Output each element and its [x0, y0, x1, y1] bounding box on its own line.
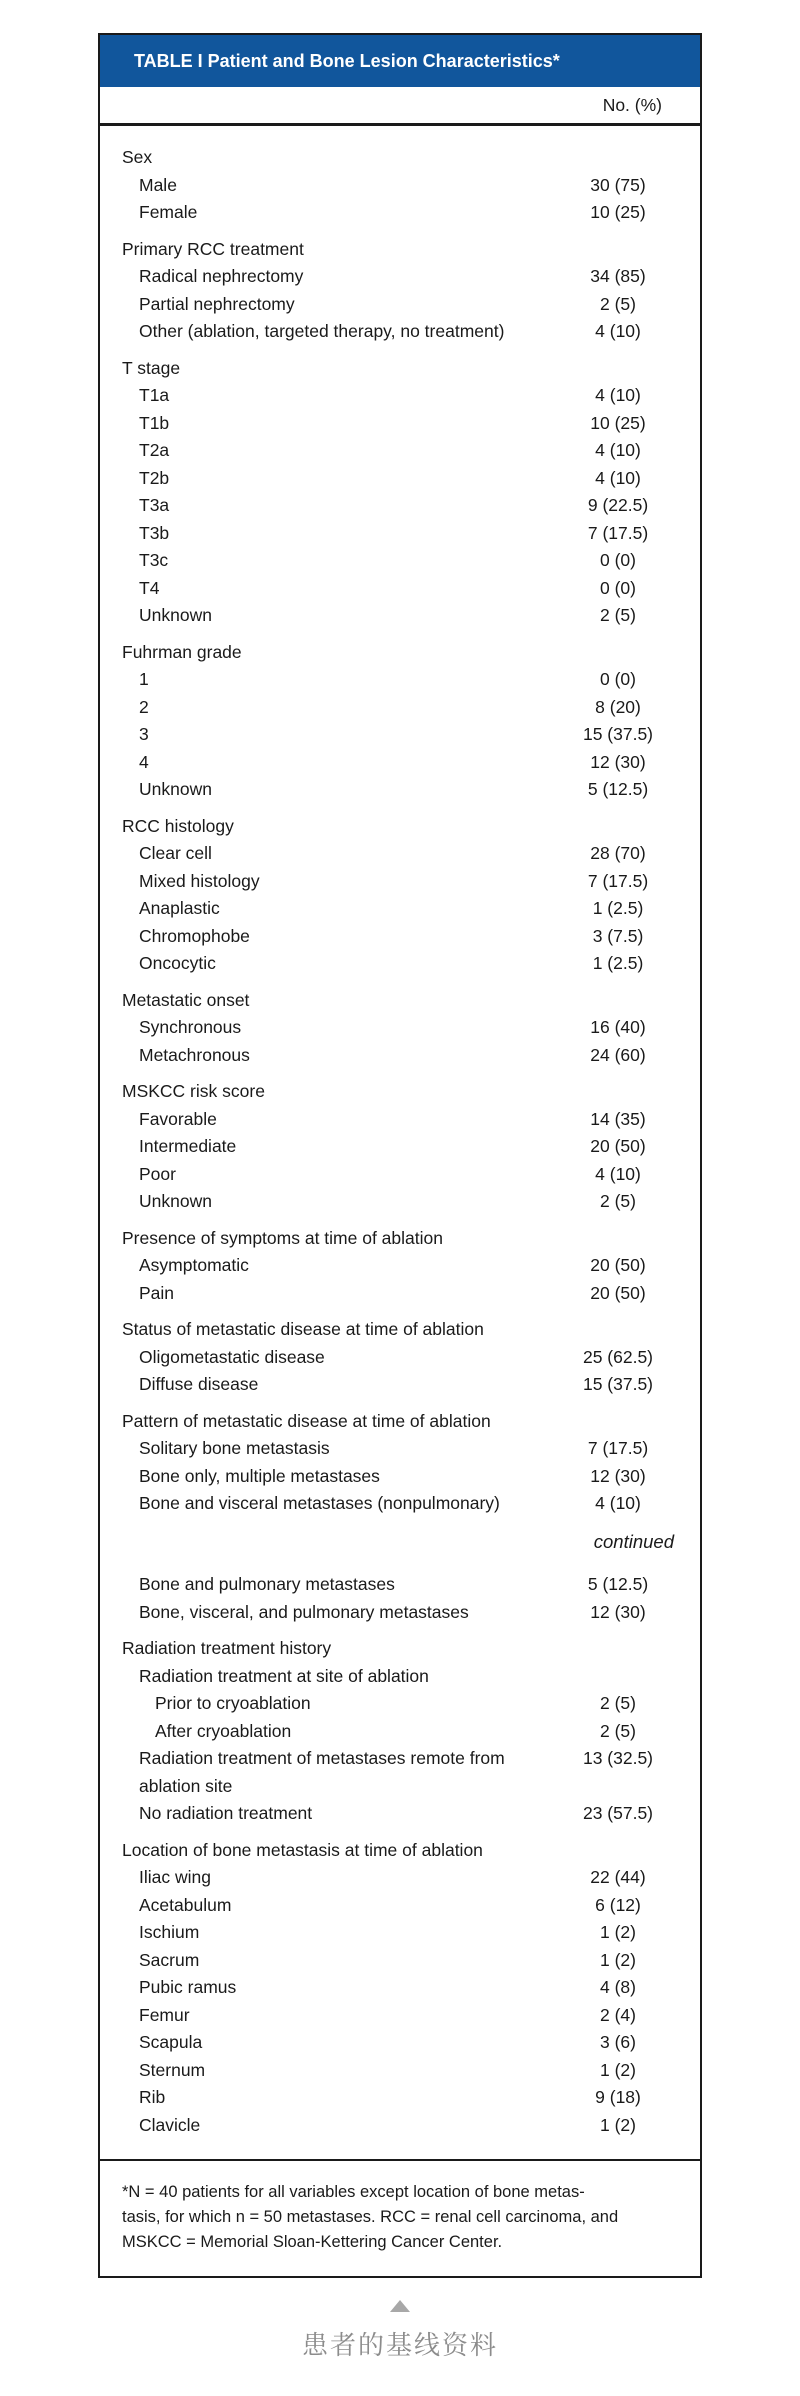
- table-row: [100, 1463, 700, 1491]
- table-row: [100, 694, 700, 722]
- row-label: Rib: [139, 2087, 166, 2107]
- figure-caption: [0, 2300, 800, 2362]
- row-value: 1 (2): [600, 2114, 636, 2135]
- row-value: 5 (12.5): [587, 1574, 649, 1594]
- table-row: [100, 1316, 700, 1344]
- table-row: [100, 1571, 700, 1599]
- table-row: [100, 1690, 700, 1718]
- row-label: RCC histology: [122, 815, 234, 836]
- row-label: Asymptomatic: [139, 1255, 249, 1275]
- row-value: 13 (32.5): [582, 1748, 654, 1768]
- row-value: 0 (0): [600, 669, 636, 689]
- row-value: 4 (10): [595, 467, 641, 488]
- row-label: Unknown: [139, 1191, 212, 1211]
- row-label: Ischium: [139, 1922, 200, 1942]
- table-row: [100, 666, 700, 694]
- table-row: [100, 2112, 700, 2140]
- table-row: [100, 437, 700, 465]
- table-row: [100, 2084, 700, 2112]
- table-row: [100, 1745, 700, 1800]
- row-value: 20 (50): [590, 1136, 646, 1156]
- row-value: 25 (62.5): [582, 1346, 654, 1367]
- row-value: 12 (30): [590, 751, 646, 772]
- row-value: 2 (4): [600, 2004, 636, 2025]
- table-row: [100, 1252, 700, 1280]
- row-label: Bone and pulmonary metastases: [139, 1574, 395, 1594]
- table-row: [100, 1947, 700, 1975]
- row-value: 5 (12.5): [587, 779, 649, 799]
- row-value: 20 (50): [590, 1282, 646, 1303]
- row-label: 2: [139, 696, 149, 717]
- table-row: [100, 144, 700, 172]
- row-value: 1 (2): [600, 2059, 636, 2080]
- continued-marker: continued: [593, 1530, 674, 1552]
- row-label: Poor: [139, 1163, 176, 1184]
- row-value: 2 (5): [600, 293, 636, 314]
- table-row: [100, 1837, 700, 1865]
- table-row: [100, 1014, 700, 1042]
- table-row: [100, 1280, 700, 1308]
- table-row: [100, 1133, 700, 1161]
- table-row: [100, 639, 700, 667]
- table-row: [100, 1663, 700, 1691]
- row-value: 16 (40): [590, 1017, 646, 1037]
- row-label: Solitary bone metastasis: [139, 1438, 330, 1458]
- row-label: T1a: [139, 385, 170, 405]
- row-label: Femur: [139, 2004, 190, 2025]
- characteristics-table: [98, 33, 702, 2278]
- row-value: 4 (10): [595, 385, 641, 405]
- table-row: [100, 492, 700, 520]
- row-label: 3: [139, 724, 149, 744]
- row-value: 7 (17.5): [587, 870, 649, 891]
- row-value: 6 (12): [595, 1894, 641, 1915]
- footnote-line: *N = 40 patients for all variables except location of bone metas-: [122, 2183, 585, 2201]
- row-label: Radiation treatment history: [122, 1638, 332, 1658]
- row-label: Status of metastatic disease at time of ablation: [122, 1319, 484, 1339]
- table-body: [100, 126, 700, 2159]
- table-row: [100, 776, 700, 804]
- row-label: Sacrum: [139, 1949, 200, 1970]
- row-value: 3 (6): [600, 2032, 636, 2052]
- row-value: 20 (50): [590, 1255, 646, 1275]
- table-row: [100, 1635, 700, 1663]
- row-label: Prior to cryoablation: [155, 1693, 311, 1713]
- row-value: 9 (18): [595, 2087, 641, 2107]
- row-label: Radiation treatment of metastases remote from ablation site: [139, 1748, 505, 1796]
- table-row: [100, 2002, 700, 2030]
- row-value: 4 (10): [595, 321, 641, 341]
- table-row: [100, 1435, 700, 1463]
- table-row: [100, 749, 700, 777]
- row-value: 2 (5): [600, 1720, 636, 1741]
- column-header-no-pct: No. (%): [602, 95, 662, 115]
- table-row: [100, 868, 700, 896]
- row-value: 2 (5): [600, 605, 636, 625]
- table-row: [100, 1225, 700, 1253]
- row-label: Radiation treatment at site of ablation: [139, 1665, 429, 1686]
- row-value: 14 (35): [590, 1108, 646, 1129]
- row-label: Intermediate: [139, 1136, 237, 1156]
- row-value: 0 (0): [600, 577, 636, 598]
- row-value: 10 (25): [590, 412, 646, 433]
- row-label: 4: [139, 751, 149, 772]
- table-row: [100, 895, 700, 923]
- row-label: Presence of symptoms at time of ablation: [122, 1227, 443, 1248]
- row-value: 22 (44): [590, 1867, 646, 1887]
- table-row: [100, 236, 700, 264]
- row-label: Female: [139, 202, 198, 222]
- row-label: Metachronous: [139, 1044, 250, 1065]
- row-value: 1 (2.5): [592, 953, 644, 973]
- row-label: T4: [139, 577, 160, 598]
- table-row: [100, 263, 700, 291]
- table-row: [100, 1718, 700, 1746]
- row-value: 1 (2): [600, 1922, 636, 1942]
- row-label: Anaplastic: [139, 898, 220, 918]
- row-value: 1 (2): [600, 1949, 636, 1970]
- row-label: Synchronous: [139, 1017, 242, 1037]
- table-row: [100, 950, 700, 978]
- table-row: [100, 575, 700, 603]
- table-row: [100, 520, 700, 548]
- table-row: [100, 465, 700, 493]
- table-row: [100, 410, 700, 438]
- row-label: Scapula: [139, 2032, 203, 2052]
- row-value: 7 (17.5): [587, 1438, 649, 1458]
- table-row: [100, 1974, 700, 2002]
- row-label: Unknown: [139, 779, 212, 799]
- row-value: 28 (70): [590, 843, 646, 863]
- row-label: Unknown: [139, 605, 212, 625]
- row-value: 9 (22.5): [587, 495, 649, 515]
- row-label: Bone, visceral, and pulmonary metastases: [139, 1601, 469, 1622]
- row-value: 4 (10): [595, 1163, 641, 1184]
- row-label: MSKCC risk score: [122, 1081, 265, 1101]
- row-label: T3c: [139, 550, 169, 570]
- row-label: T2a: [139, 440, 170, 460]
- row-label: No radiation treatment: [139, 1803, 313, 1823]
- row-value: 2 (5): [600, 1693, 636, 1713]
- row-value: 34 (85): [590, 266, 646, 286]
- row-value: 8 (20): [595, 696, 641, 717]
- row-value: 10 (25): [590, 202, 646, 222]
- table-row: [100, 813, 700, 841]
- table-row: [100, 172, 700, 200]
- row-label: Acetabulum: [139, 1894, 232, 1915]
- row-label: Sternum: [139, 2059, 206, 2080]
- triangle-up-icon: [390, 2300, 410, 2312]
- row-label: Bone and visceral metastases (nonpulmonary): [139, 1493, 500, 1513]
- row-label: T stage: [122, 357, 181, 378]
- table-row: [100, 840, 700, 868]
- row-value: 15 (37.5): [582, 724, 654, 744]
- row-label: Location of bone metastasis at time of ablation: [122, 1839, 483, 1860]
- row-label: 1: [139, 669, 149, 689]
- row-label: Bone only, multiple metastases: [139, 1465, 380, 1486]
- row-label: Pain: [139, 1282, 175, 1303]
- row-label: Sex: [122, 147, 153, 167]
- row-label: Pattern of metastatic disease at time of ablation: [122, 1410, 491, 1431]
- row-value: 0 (0): [600, 550, 636, 570]
- row-value: 4 (8): [600, 1977, 636, 1997]
- row-label: Favorable: [139, 1108, 217, 1129]
- row-label: Clavicle: [139, 2114, 201, 2135]
- row-label: Iliac wing: [139, 1867, 211, 1887]
- row-label: T3b: [139, 522, 170, 543]
- row-label: Partial nephrectomy: [139, 293, 295, 314]
- table-row: [100, 318, 700, 346]
- table-row: [100, 2029, 700, 2057]
- row-label: Chromophobe: [139, 925, 250, 946]
- footnote-line: MSKCC = Memorial Sloan-Kettering Cancer Center.: [122, 2233, 503, 2251]
- row-label: T2b: [139, 467, 170, 488]
- row-value: 1 (2.5): [592, 898, 644, 918]
- table-row: [100, 1371, 700, 1399]
- table-row: [100, 1919, 700, 1947]
- table-row: [100, 987, 700, 1015]
- table-row: [100, 199, 700, 227]
- table-row: [100, 1892, 700, 1920]
- table-title-bar: [100, 35, 700, 87]
- row-value: 24 (60): [590, 1044, 646, 1065]
- row-value: 7 (17.5): [587, 522, 649, 543]
- table-footnote: [100, 2159, 700, 2276]
- row-value: 12 (30): [590, 1465, 646, 1486]
- table-row: [100, 291, 700, 319]
- table-row: [100, 1800, 700, 1828]
- row-value: 3 (7.5): [592, 925, 644, 946]
- table-row: [100, 1188, 700, 1216]
- row-label: Clear cell: [139, 843, 212, 863]
- row-value: 30 (75): [590, 174, 646, 195]
- table-row: [100, 1106, 700, 1134]
- caption-text: 患者的基线资料: [301, 2330, 498, 2360]
- row-value: 4 (10): [595, 1493, 641, 1513]
- table-row: [100, 2057, 700, 2085]
- row-value: 23 (57.5): [582, 1803, 654, 1823]
- table-row: [100, 547, 700, 575]
- column-header-row: [100, 87, 700, 126]
- row-label: Oligometastatic disease: [139, 1346, 325, 1367]
- row-label: T1b: [139, 412, 170, 433]
- row-label: Male: [139, 174, 177, 195]
- row-value: 2 (5): [600, 1191, 636, 1211]
- table-row: [100, 1490, 700, 1518]
- table-row: [100, 1078, 700, 1106]
- table-row: [100, 1864, 700, 1892]
- footnote-line: tasis, for which n = 50 metastases. RCC = renal cell carcinoma, and: [122, 2208, 619, 2226]
- table-row: [100, 721, 700, 749]
- row-label: T3a: [139, 495, 170, 515]
- row-label: Primary RCC treatment: [122, 238, 304, 259]
- table-row: [100, 1042, 700, 1070]
- table-row: [100, 602, 700, 630]
- row-value: 12 (30): [590, 1601, 646, 1622]
- row-label: Mixed histology: [139, 870, 260, 891]
- table-row: [100, 355, 700, 383]
- row-label: Diffuse disease: [139, 1374, 259, 1394]
- table-row: [100, 1408, 700, 1436]
- table-row: [100, 1161, 700, 1189]
- row-label: Fuhrman grade: [122, 641, 242, 662]
- row-label: Oncocytic: [139, 953, 216, 973]
- row-value: 15 (37.5): [582, 1374, 654, 1394]
- table-row: [100, 923, 700, 951]
- row-value: 4 (10): [595, 440, 641, 460]
- row-label: Pubic ramus: [139, 1977, 237, 1997]
- row-label: After cryoablation: [155, 1720, 292, 1741]
- row-label: Other (ablation, targeted therapy, no treatment): [139, 321, 505, 341]
- table-row: [100, 382, 700, 410]
- table-row: [100, 1344, 700, 1372]
- table-title: TABLE I Patient and Bone Lesion Characteristics*: [134, 51, 560, 71]
- row-label: Radical nephrectomy: [139, 266, 304, 286]
- table-row: [100, 1599, 700, 1627]
- row-label: Metastatic onset: [122, 989, 250, 1010]
